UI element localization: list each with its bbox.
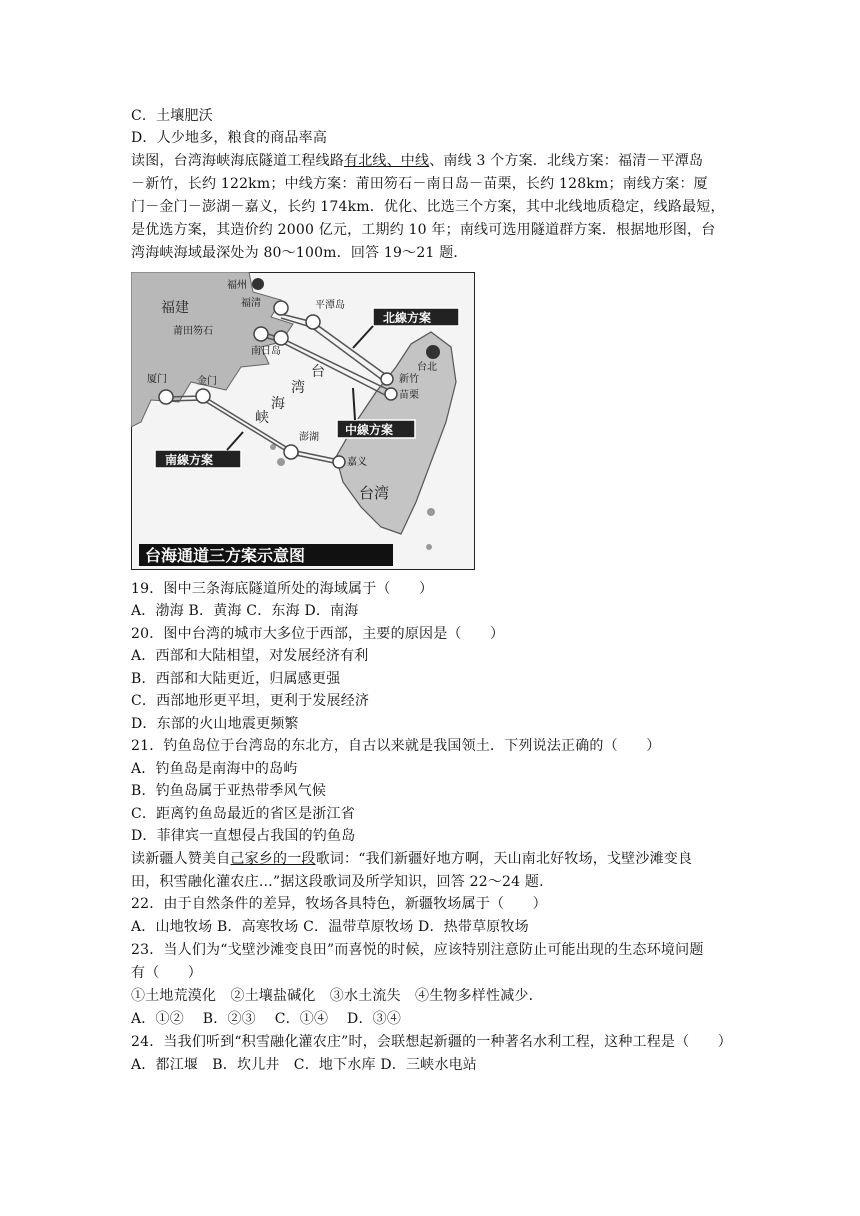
- label-penghu: 澎湖: [299, 432, 319, 443]
- q20: 20．图中台湾的城市大多位于西部，主要的原因是（ ）: [131, 626, 505, 642]
- option-c-prev: C．土壤肥沃: [131, 108, 213, 124]
- label-pingtan: 平潭岛: [315, 300, 345, 311]
- label-fuzhou: 福州: [227, 280, 247, 291]
- label-taiwan: 台湾: [359, 484, 390, 502]
- taiwan-strait-tunnel-map: [131, 272, 475, 570]
- label-fuqing: 福清: [241, 298, 261, 309]
- q21-b: B．钓鱼岛属于亚热带季风气候: [131, 783, 327, 799]
- intro-line-3: 门－金门－澎湖－嘉义，长约 174km．优化、比选三个方案，其中北线地质稳定，线路最短，: [131, 199, 725, 215]
- label-xinzhu: 新竹: [399, 374, 419, 385]
- intro-line-2: －新竹，长约 122km；中线方案：莆田笏石－南日岛－苗栗，长约 128km；南线方案：厦: [131, 176, 708, 192]
- intro-line-1: 读图，台湾海峡海底隧道工程线路有北线、中线、南线 3 个方案．北线方案：福清－平潭岛: [131, 153, 704, 169]
- q22-options: A．山地牧场 B．高寒牧场 C．温带草原牧场 D．热带草原牧场: [131, 919, 529, 935]
- map-title: 台海通道三方案示意图: [145, 546, 306, 565]
- q20-c: C．西部地形更平坦，更利于发展经济: [131, 693, 370, 709]
- strait-char-1: 台: [311, 364, 325, 380]
- q21-a: A．钓鱼岛是南海中的岛屿: [131, 761, 298, 777]
- q20-a: A．西部和大陆相望，对发展经济有利: [131, 648, 369, 664]
- middle-route-label: 中線方案: [345, 423, 394, 437]
- label-miaoli: 苗栗: [399, 390, 419, 401]
- q23: 23．当人们为“戈壁沙滩变良田”而喜悦的时候，应该特别注意防止可能出现的生态环境问题: [131, 942, 704, 958]
- label-taibei: 台北: [417, 362, 437, 373]
- q21: 21．钓鱼岛位于台湾岛的东北方，自古以来就是我国领土．下列说法正确的（ ）: [131, 738, 661, 754]
- q22: 22．由于自然条件的差异，牧场各具特色，新疆牧场属于（ ）: [131, 896, 547, 912]
- q23-items: ①土地荒漠化 ②土壤盐碱化 ③水土流失 ④生物多样性减少．: [131, 988, 543, 1004]
- q19-options: A．渤海 B．黄海 C．东海 D．南海: [131, 603, 359, 619]
- q23-options: A．①② B．②③ C．①④ D．③④: [131, 1011, 402, 1027]
- q23-cont: 有（ ）: [131, 965, 202, 981]
- q19: 19．图中三条海底隧道所处的海域属于（ ）: [131, 581, 434, 597]
- label-fujian: 福建: [161, 300, 189, 316]
- label-jinmen: 金门: [197, 376, 217, 387]
- xinjiang-line-2: 田，积雪融化灌农庄…”据这段歌词及所学知识，回答 22～24 题．: [131, 874, 554, 890]
- xinjiang-line-1: 读新疆人赞美自己家乡的一段歌词：“我们新疆好地方啊，天山南北好牧场，戈壁沙滩变良: [131, 851, 693, 867]
- label-jiayi: 嘉义: [347, 457, 367, 468]
- label-putian: 莆田笏石: [173, 326, 213, 337]
- label-xiamen: 厦门: [147, 374, 167, 385]
- q20-d: D．东部的火山地震更频繁: [131, 716, 299, 732]
- q20-b: B．西部和大陆更近，归属感更强: [131, 671, 341, 687]
- q21-c: C．距离钓鱼岛最近的省区是浙江省: [131, 806, 355, 822]
- strait-char-2: 湾: [291, 380, 305, 396]
- q21-d: D．菲律宾一直想侵占我国的钓鱼岛: [131, 828, 356, 844]
- q24: 24．当我们听到“积雪融化灌农庄”时，会联想起新疆的一种著名水利工程，这种工程是（ ）: [131, 1034, 732, 1050]
- south-route-label: 南線方案: [165, 453, 214, 467]
- label-nanri: 南日岛: [251, 346, 281, 357]
- north-route-label: 北線方案: [383, 311, 432, 325]
- q24-options: A．都江堰 B．坎儿井 C．地下水库 D．三峡水电站: [131, 1057, 477, 1073]
- option-d-prev: D．人少地多，粮食的商品率高: [131, 130, 328, 146]
- intro-line-4: 是优选方案，其造价约 2000 亿元，工期约 10 年；南线可选用隧道群方案．根据地形图，台: [131, 222, 716, 238]
- intro-line-5: 湾海峡海域最深处为 80～100m．回答 19～21 题．: [131, 245, 468, 261]
- strait-char-3: 海: [271, 396, 285, 412]
- strait-char-4: 峡: [255, 410, 269, 426]
